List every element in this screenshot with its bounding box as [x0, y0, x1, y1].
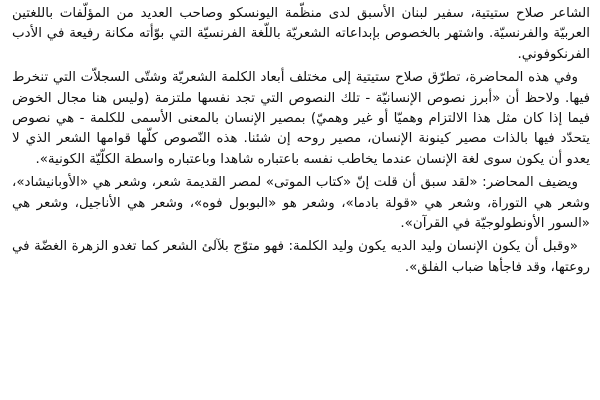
article-paragraph-closing: «وقبل أن يكون الإنسان وليد الديه يكون وليد الكلمة: فهو متوّج بلآلئ الشعر كما تغدو الزهرة الغضّة في روعتها، وقد فاجأها ضباب الفلق». [12, 239, 590, 275]
article-paragraph-quote: ويضيف المحاضر: «لقد سبق أن قلت إنّ «كتاب الموتى» لمصر القديمة شعر، وشعر هي «الأوبانيشاد»، وشعر هي التوراة، وشعر هي «قولة بادما»، وشعر هو «البوبول فوه»، وشعر هي الأناجيل، وشعر هي «السور الأونطولوجيّة في القرآن». [12, 175, 590, 232]
article-paragraph-lecture: وفي هذه المحاضرة، تطرّق صلاح ستيتية إلى مختلف أبعاد الكلمة الشعريّة وشتّى السجلاّت التي تنخرط فيها. ولاحظ أن «أبرز نصوص الإنسانيّة - تلك النصوص التي تجد نفسها ملتزمة (وليس هنا مجال الخوض فيما إذا كان مثل هذا الالتزام وهميّا أو غير وهميّ) بمصير الإنسان بالمعنى الأسمى للكلمة - هي نصوص يتحدّد فيها بالذات مصير كينونة الإنسان، مصير روحه إن شئنا. هذه النّصوص كلّها قوامها الشعر الذي لا يعدو أن يكون سوى لغة الإنسان عندما يخاطب نفسه باعتباره شاهدا وباعتباره واسطة الكلّيّة الكونية». [12, 70, 590, 167]
article-paragraph-intro: الشاعر صلاح ستيتية، سفير لبنان الأسبق لدى منظّمة اليونسكو وصاحب العديد من المؤلّفات باللغتين العربيّة والفرنسيّة. واشتهر بالخصوص بإبداعاته الشعريّة باللّغة الفرنسيّة التي بوّأته مكانة رفيعة في الأدب الفرنكوفوني. [12, 6, 590, 62]
